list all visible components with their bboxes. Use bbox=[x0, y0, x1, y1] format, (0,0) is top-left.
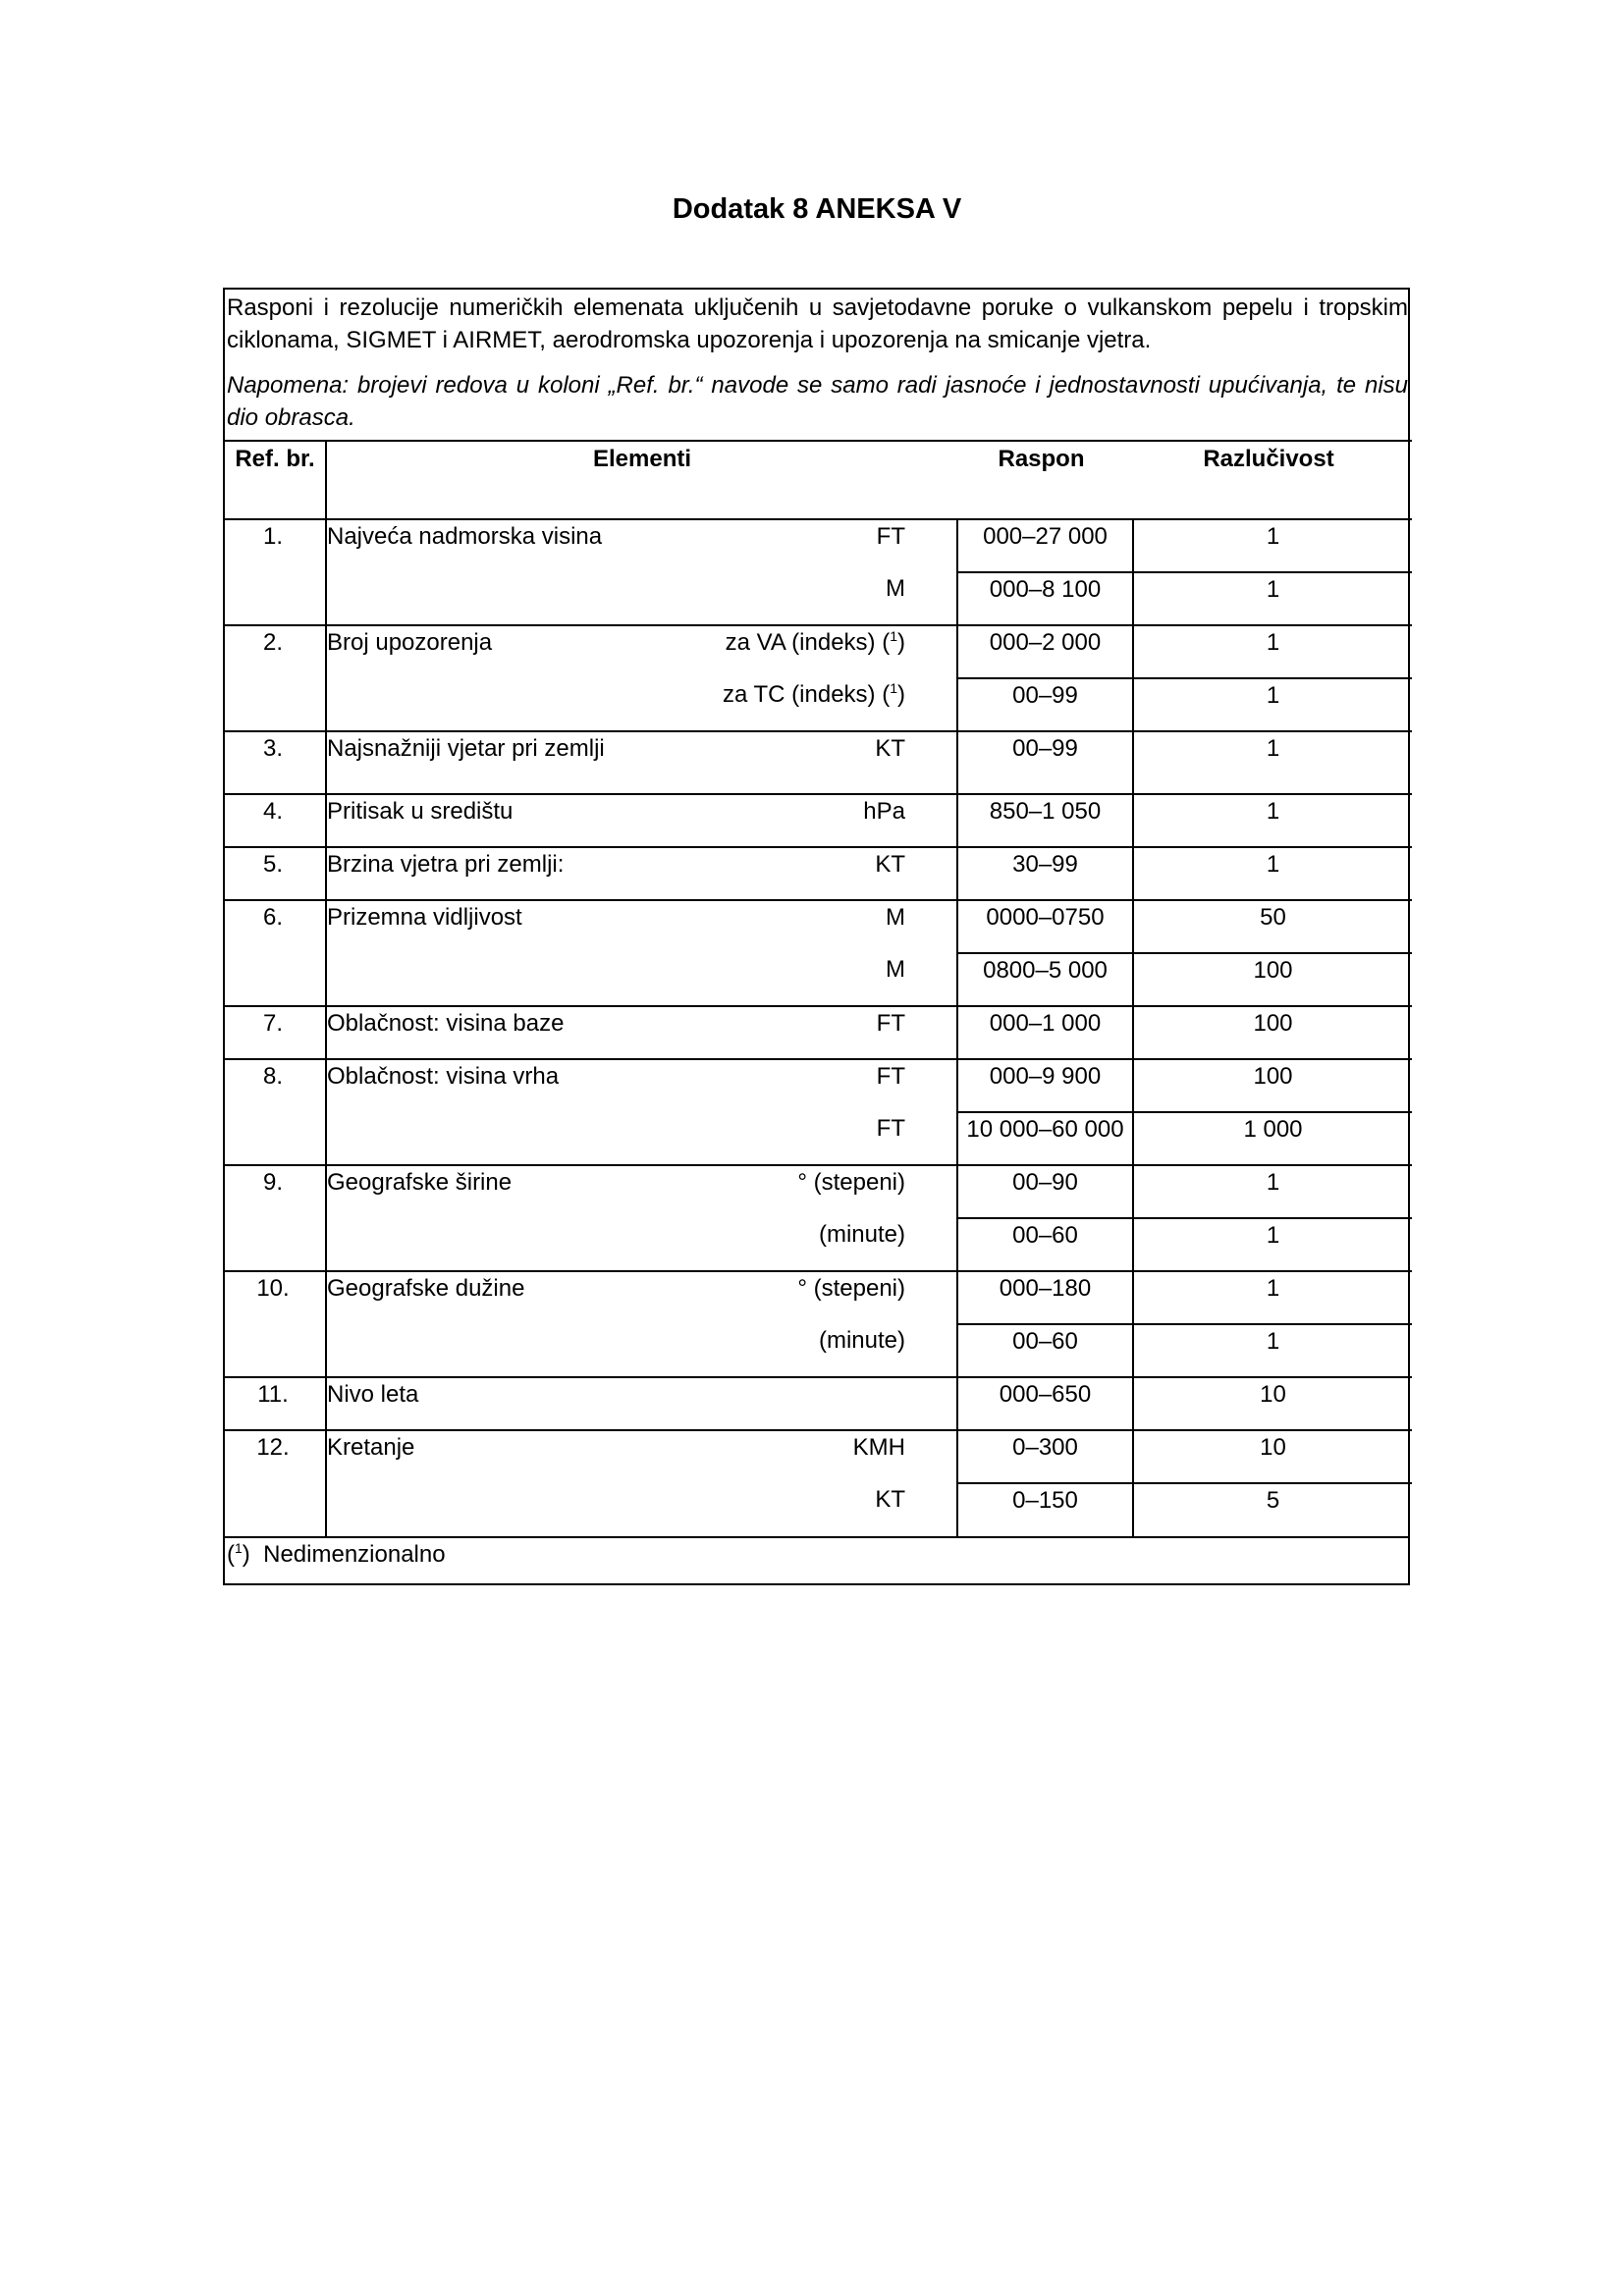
table-row-group bbox=[225, 1377, 1412, 1430]
element-cell bbox=[326, 1165, 957, 1218]
table-row bbox=[225, 731, 1412, 794]
range-value: 00–60 bbox=[957, 1324, 1133, 1377]
table-header-row bbox=[225, 441, 1412, 519]
header-range-resolution bbox=[957, 441, 1412, 519]
table-row-group bbox=[225, 731, 1412, 794]
element-unit: KT bbox=[875, 735, 905, 762]
element-unit: M bbox=[886, 904, 905, 931]
range-value: 000–27 000 bbox=[957, 519, 1133, 572]
resolution-value: 1 bbox=[1133, 572, 1412, 625]
table-row bbox=[225, 1430, 1412, 1483]
ref-number bbox=[225, 1218, 326, 1271]
element-unit: za VA (indeks) ($^1$) bbox=[725, 628, 905, 656]
table-row bbox=[225, 1483, 1412, 1536]
range-value: 00–99 bbox=[957, 678, 1133, 731]
element-cell bbox=[326, 1377, 957, 1430]
element-label: Geografske širine bbox=[327, 1169, 513, 1196]
ref-number: 9. bbox=[225, 1165, 326, 1218]
ref-number: 10. bbox=[225, 1271, 326, 1324]
intro-text: Rasponi i rezolucije numeričkih elemenata uključenih u savjetodavne poruke o vulkanskom pepelu i tropskim ciklonama, SIGMET i AIRMET, aerodromska upozorenja i upozorenja na smicanje vjetra. bbox=[227, 294, 1408, 353]
page-title: Dodatak 8 ANEKSA V bbox=[672, 193, 962, 225]
header-elements: Elementi bbox=[326, 441, 957, 519]
ref-number: 11. bbox=[225, 1377, 326, 1430]
table-row-group bbox=[225, 1006, 1412, 1059]
range-value: 10 000–60 000 bbox=[957, 1112, 1133, 1165]
table-row bbox=[225, 1112, 1412, 1165]
resolution-value: 100 bbox=[1133, 1006, 1412, 1059]
element-cell bbox=[326, 1218, 957, 1271]
element-unit: FT bbox=[876, 523, 905, 550]
ref-number: 4. bbox=[225, 794, 326, 847]
element-cell bbox=[326, 847, 957, 900]
table-row bbox=[225, 900, 1412, 953]
table-row bbox=[225, 572, 1412, 625]
ref-number bbox=[225, 1112, 326, 1165]
range-value: 00–60 bbox=[957, 1218, 1133, 1271]
intro-note: Napomena: brojevi redova u koloni „Ref. br.“ navode se samo radi jasnoće i jednostavnosti upućivanja, te nisu dio obrasca. bbox=[227, 372, 1408, 431]
element-label: Nivo leta bbox=[327, 1381, 419, 1408]
ref-number: 7. bbox=[225, 1006, 326, 1059]
footnote: ($^1$) Nedimenzionalno bbox=[225, 1536, 1408, 1583]
element-cell bbox=[326, 1324, 957, 1377]
table-row bbox=[225, 794, 1412, 847]
footnote-ref: 1 bbox=[890, 680, 897, 696]
element-cell bbox=[326, 625, 957, 678]
resolution-value: 100 bbox=[1133, 953, 1412, 1006]
element-cell bbox=[326, 731, 957, 794]
annex-table-frame bbox=[223, 288, 1410, 1585]
intro-block bbox=[225, 290, 1408, 440]
table-row-group bbox=[225, 1271, 1412, 1377]
element-label: Geografske dužine bbox=[327, 1275, 525, 1302]
element-cell bbox=[326, 1112, 957, 1165]
ref-number: 2. bbox=[225, 625, 326, 678]
ref-number: 6. bbox=[225, 900, 326, 953]
element-unit: FT bbox=[876, 1010, 905, 1037]
element-cell bbox=[326, 572, 957, 625]
element-unit: FT bbox=[876, 1115, 905, 1142]
header-ref: Ref. br. bbox=[225, 441, 326, 519]
element-unit: (minute) bbox=[818, 1221, 905, 1248]
footnote-text: Nedimenzionalno bbox=[263, 1541, 446, 1568]
table-row bbox=[225, 1324, 1412, 1377]
element-cell bbox=[326, 900, 957, 953]
ref-number: 8. bbox=[225, 1059, 326, 1112]
element-unit: FT bbox=[876, 1063, 905, 1090]
resolution-value: 5 bbox=[1133, 1483, 1412, 1536]
element-cell bbox=[326, 794, 957, 847]
table-row bbox=[225, 1006, 1412, 1059]
range-value: 850–1 050 bbox=[957, 794, 1133, 847]
resolution-value: 1 bbox=[1133, 794, 1412, 847]
element-unit: hPa bbox=[863, 798, 905, 825]
element-label: Oblačnost: visina baze bbox=[327, 1010, 565, 1037]
range-value: 000–1 000 bbox=[957, 1006, 1133, 1059]
element-label: Brzina vjetra pri zemlji: bbox=[327, 851, 565, 878]
element-label: Pritisak u središtu bbox=[327, 798, 514, 825]
table-row-group bbox=[225, 1059, 1412, 1165]
element-unit: (minute) bbox=[818, 1327, 905, 1354]
element-label: Broj upozorenja bbox=[327, 629, 493, 656]
range-value: 000–8 100 bbox=[957, 572, 1133, 625]
resolution-value: 1 bbox=[1133, 678, 1412, 731]
range-value: 00–90 bbox=[957, 1165, 1133, 1218]
range-value: 000–2 000 bbox=[957, 625, 1133, 678]
range-value: 0–150 bbox=[957, 1483, 1133, 1536]
table-row bbox=[225, 1059, 1412, 1112]
element-unit bbox=[905, 1378, 956, 1411]
element-unit: ° (stepeni) bbox=[797, 1169, 905, 1196]
range-value: 000–180 bbox=[957, 1271, 1133, 1324]
table-row bbox=[225, 847, 1412, 900]
element-cell bbox=[326, 519, 957, 572]
header-range: Raspon bbox=[998, 446, 1085, 472]
element-unit: KMH bbox=[852, 1434, 905, 1461]
element-unit: KT bbox=[875, 851, 905, 878]
range-value: 000–9 900 bbox=[957, 1059, 1133, 1112]
table-row-group bbox=[225, 1165, 1412, 1271]
table-row-group bbox=[225, 794, 1412, 847]
range-value: 0000–0750 bbox=[957, 900, 1133, 953]
table-row-group bbox=[225, 847, 1412, 900]
table-row-group bbox=[225, 900, 1412, 1006]
ref-number: 12. bbox=[225, 1430, 326, 1483]
element-cell bbox=[326, 1430, 957, 1483]
element-label: Najsnažniji vjetar pri zemlji bbox=[327, 735, 605, 762]
element-cell bbox=[326, 1059, 957, 1112]
range-value: 30–99 bbox=[957, 847, 1133, 900]
element-cell bbox=[326, 1006, 957, 1059]
resolution-value: 1 bbox=[1133, 625, 1412, 678]
range-value: 0–300 bbox=[957, 1430, 1133, 1483]
table-row bbox=[225, 1271, 1412, 1324]
range-value: 000–650 bbox=[957, 1377, 1133, 1430]
element-label: Najveća nadmorska visina bbox=[327, 523, 603, 550]
table-row bbox=[225, 1165, 1412, 1218]
resolution-value: 100 bbox=[1133, 1059, 1412, 1112]
ref-number bbox=[225, 572, 326, 625]
element-unit: M bbox=[886, 956, 905, 983]
element-unit: za TC (indeks) ($^1$) bbox=[722, 680, 905, 708]
element-label: Oblačnost: visina vrha bbox=[327, 1063, 560, 1090]
element-unit: ° (stepeni) bbox=[797, 1275, 905, 1302]
resolution-value: 1 bbox=[1133, 1218, 1412, 1271]
ranges-table bbox=[225, 440, 1412, 1536]
table-row bbox=[225, 953, 1412, 1006]
footnote-ref: 1 bbox=[890, 628, 897, 644]
resolution-value: 1 000 bbox=[1133, 1112, 1412, 1165]
ref-number bbox=[225, 953, 326, 1006]
range-value: 00–99 bbox=[957, 731, 1133, 794]
ref-number: 1. bbox=[225, 519, 326, 572]
element-cell bbox=[326, 1271, 957, 1324]
resolution-value: 1 bbox=[1133, 1271, 1412, 1324]
table-row bbox=[225, 625, 1412, 678]
ref-number: 5. bbox=[225, 847, 326, 900]
resolution-value: 10 bbox=[1133, 1430, 1412, 1483]
table-row bbox=[225, 1218, 1412, 1271]
table-row bbox=[225, 519, 1412, 572]
resolution-value: 50 bbox=[1133, 900, 1412, 953]
ref-number bbox=[225, 1324, 326, 1377]
header-resolution: Razlučivost bbox=[1203, 446, 1334, 472]
resolution-value: 1 bbox=[1133, 1165, 1412, 1218]
table-row-group bbox=[225, 519, 1412, 625]
element-cell bbox=[326, 678, 957, 731]
resolution-value: 10 bbox=[1133, 1377, 1412, 1430]
table-row-group bbox=[225, 625, 1412, 731]
resolution-value: 1 bbox=[1133, 847, 1412, 900]
table-row bbox=[225, 1377, 1412, 1430]
table-row bbox=[225, 678, 1412, 731]
resolution-value: 1 bbox=[1133, 1324, 1412, 1377]
element-cell bbox=[326, 1483, 957, 1536]
element-unit: KT bbox=[875, 1486, 905, 1513]
range-value: 0800–5 000 bbox=[957, 953, 1133, 1006]
ref-number: 3. bbox=[225, 731, 326, 794]
footnote-mark: 1 bbox=[235, 1540, 243, 1556]
ref-number bbox=[225, 678, 326, 731]
resolution-value: 1 bbox=[1133, 519, 1412, 572]
element-label: Kretanje bbox=[327, 1434, 415, 1461]
element-cell bbox=[326, 953, 957, 1006]
resolution-value: 1 bbox=[1133, 731, 1412, 794]
ref-number bbox=[225, 1483, 326, 1536]
table-row-group bbox=[225, 1430, 1412, 1536]
element-label: Prizemna vidljivost bbox=[327, 904, 522, 931]
element-unit: M bbox=[886, 575, 905, 602]
